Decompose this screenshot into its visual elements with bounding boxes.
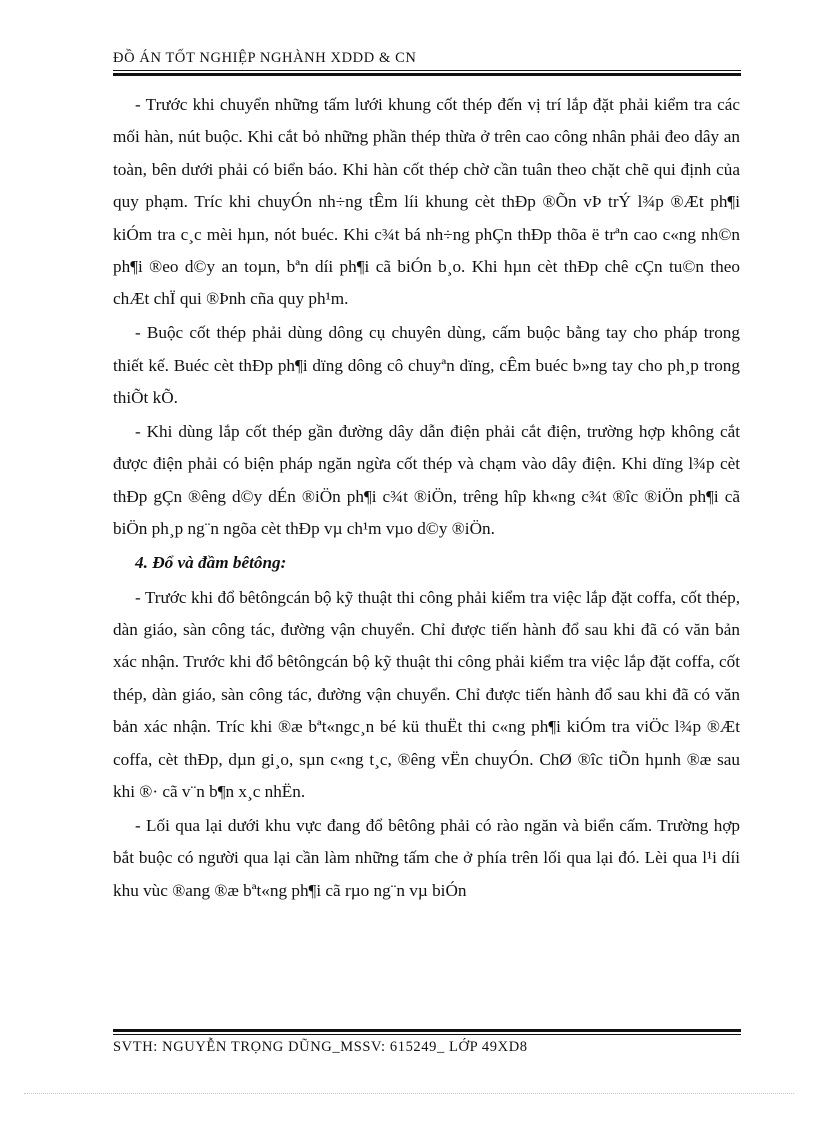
footer-rule — [113, 1029, 741, 1035]
document-body — [113, 89, 740, 909]
page-header: ĐỒ ÁN TỐT NGHIỆP NGHÀNH XDDD & CN — [113, 50, 417, 66]
paragraph: - Lối qua lại dưới khu vực đang đổ bêtông phải có rào ngăn và biển cấm. Trường hợp bắt buộc có người qua lại cần làm những tấm che ở phía trên lối qua lại đó. Lèi qua l¹i díi khu vùc ®ang ®æ bªt«ng ph¶i cã rµo ng¨n vµ biÓn — [113, 815, 740, 900]
header-rule — [113, 70, 741, 76]
paragraph: - Buộc cốt thép phải dùng dông cụ chuyên dùng, cấm buộc bằng tay cho pháp trong thiết kế. Buéc cèt thÐp ph¶i dïng dông cô chuyªn dïng, cÊm buéc b»ng tay cho ph¸p trong thiÕt kÕ. — [113, 323, 740, 408]
paragraph: - Khi dùng lắp cốt thép gần đường dây dẫn điện phải cắt điện, trường hợp không cắt được điện phải có biện pháp ngăn ngừa cốt thép và chạm vào dây điện. Khi dïng l¾p cèt thÐp gÇn ®êng d©y dÉn ®iÖn ph¶i c¾t ®iÖn, trêng hîp kh«ng c¾t ®îc ®iÖn ph¶i cã biÖn ph¸p ng¨n ngõa cèt thÐp vµ ch¹m vµo d©y ®iÖn. — [113, 422, 740, 539]
page-footer: SVTH: NGUYỄN TRỌNG DŨNG_MSSV: 615249_ LỚP 49XD8 — [113, 1039, 528, 1055]
paragraph: - Trước khi chuyển những tấm lưới khung cốt thép đến vị trí lắp đặt phải kiểm tra các mối hàn, nút buộc. Khi cắt bỏ những phần thép thừa ở trên cao công nhân phải đeo dây an toàn, bên dưới phải có biển báo. Khi hàn cốt thép chờ cần tuân theo chặt chẽ qui định của quy phạm. Tríc khi chuyÓn nh÷ng tÊm líi khung cèt thÐp ®Õn vÞ trÝ l¾p ®Æt ph¶i kiÓm tra c¸c mèi hµn, nót buéc. Khi c¾t bá nh÷ng phÇn thÐp thõa ë trªn cao c«ng nh©n ph¶i ®eo d©y an toµn, bªn díi ph¶i cã biÓn b¸o. Khi hµn cèt thÐp chê cÇn tu©n theo chÆt chÏ qui ®Þnh cña quy ph¹m. — [113, 95, 740, 309]
paragraph: - Trước khi đổ bêtôngcán bộ kỹ thuật thi công phải kiểm tra việc lắp đặt coffa, cốt thép, dàn giáo, sàn công tác, đường vận chuyển. Chỉ được tiến hành đổ sau khi đã có văn bản xác nhận. Trước khi đổ bêtôngcán bộ kỹ thuật thi công phải kiểm tra việc lắp đặt coffa, cốt thép, dàn giáo, sàn công tác, đường vận chuyển. Chỉ được tiến hành đổ sau khi đã có văn bản xác nhận. Tríc khi ®æ bªt«ngc¸n bé kü thuËt thi c«ng ph¶i kiÓm tra viÖc l¾p ®Æt coffa, cèt thÐp, dµn gi¸o, sµn c«ng t¸c, ®êng vËn chuyÓn. ChØ ®îc tiÕn hµnh ®æ sau khi ®· cã v¨n b¶n x¸c nhËn. — [113, 587, 740, 802]
section-heading: 4. Đổ và đầm bêtông: — [135, 553, 287, 573]
page-bottom-dotted-line — [24, 1093, 794, 1094]
